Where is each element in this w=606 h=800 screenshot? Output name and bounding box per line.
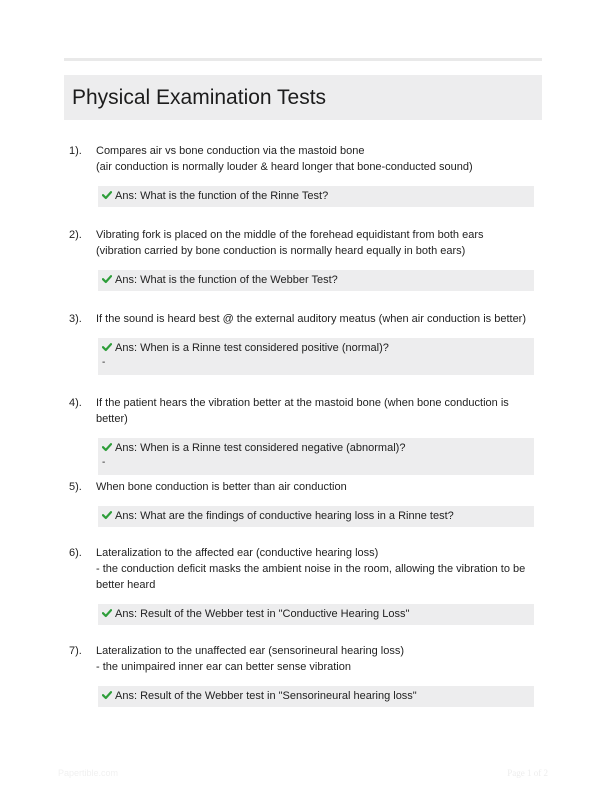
question-item xyxy=(64,395,542,475)
answer-text: Ans: What are the findings of conductive hearing loss in a Rinne test? xyxy=(115,510,454,522)
answer-text: Ans: When is a Rinne test considered positive (normal)? xyxy=(115,342,389,354)
question-text xyxy=(96,227,542,259)
check-icon xyxy=(102,608,112,618)
answer-text: Ans: What is the function of the Webber Test? xyxy=(115,274,338,286)
question-item xyxy=(64,227,542,291)
question-line: (vibration carried by bone conduction is normally heard equally in both ears) xyxy=(96,245,466,257)
question-text xyxy=(96,143,542,175)
question-number: 3). xyxy=(69,313,82,325)
check-icon xyxy=(102,442,112,452)
top-divider xyxy=(64,58,542,61)
question-text xyxy=(96,395,542,427)
answer-box xyxy=(98,338,534,375)
answer-text: Ans: Result of the Webber test in "Conductive Hearing Loss" xyxy=(115,608,410,620)
question-line: When bone conduction is better than air conduction xyxy=(96,481,347,493)
check-icon xyxy=(102,190,112,200)
question-item xyxy=(64,311,542,375)
question-line: Lateralization to the unaffected ear (sensorineural hearing loss) xyxy=(96,645,404,657)
question-item xyxy=(64,545,542,625)
check-icon xyxy=(102,274,112,284)
question-line: - the conduction deficit masks the ambient noise in the room, allowing the vibration to be xyxy=(96,563,526,575)
question-line: (air conduction is normally louder & heard longer that bone-conducted sound) xyxy=(96,161,473,173)
question-number: 1). xyxy=(69,145,82,157)
question-number: 7). xyxy=(69,645,82,657)
question-text xyxy=(96,311,542,327)
check-icon xyxy=(102,690,112,700)
question-text xyxy=(96,479,542,495)
question-line: If the patient hears the vibration better at the mastoid bone (when bone conduction is better) xyxy=(96,397,509,425)
page-number: Page 1 of 2 xyxy=(507,768,548,778)
answer-box xyxy=(98,686,534,707)
answer-box xyxy=(98,438,534,475)
answer-extra: - xyxy=(102,357,106,368)
question-text xyxy=(96,643,542,675)
question-text xyxy=(96,545,542,593)
question-item xyxy=(64,143,542,207)
page-title: Physical Examination Tests xyxy=(72,86,327,109)
question-line: - the unimpaired inner ear can better sense vibration xyxy=(96,661,351,673)
question-item xyxy=(64,643,542,707)
question-line: better heard xyxy=(96,579,156,591)
answer-box xyxy=(98,270,534,291)
answer-box xyxy=(98,186,534,207)
answer-extra: - xyxy=(102,457,106,468)
title-banner xyxy=(64,75,542,120)
answer-text: Ans: What is the function of the Rinne Test? xyxy=(115,190,329,202)
check-icon xyxy=(102,342,112,352)
question-line: Compares air vs bone conduction via the mastoid bone xyxy=(96,145,365,157)
question-line: Vibrating fork is placed on the middle of the forehead equidistant from both ears xyxy=(96,229,484,241)
answer-box xyxy=(98,506,534,527)
footer-watermark: Papertible.com xyxy=(58,768,119,778)
answer-text: Ans: Result of the Webber test in "Sensorineural hearing loss" xyxy=(115,690,417,702)
question-line: If the sound is heard best @ the external auditory meatus (when air conduction is better) xyxy=(96,313,527,325)
question-number: 6). xyxy=(69,547,82,559)
check-icon xyxy=(102,510,112,520)
question-number: 2). xyxy=(69,229,82,241)
answer-box xyxy=(98,604,534,625)
question-number: 4). xyxy=(69,397,82,409)
question-item xyxy=(64,479,542,527)
question-number: 5). xyxy=(69,481,82,493)
question-line: Lateralization to the affected ear (conductive hearing loss) xyxy=(96,547,379,559)
answer-text: Ans: When is a Rinne test considered negative (abnormal)? xyxy=(115,442,406,454)
